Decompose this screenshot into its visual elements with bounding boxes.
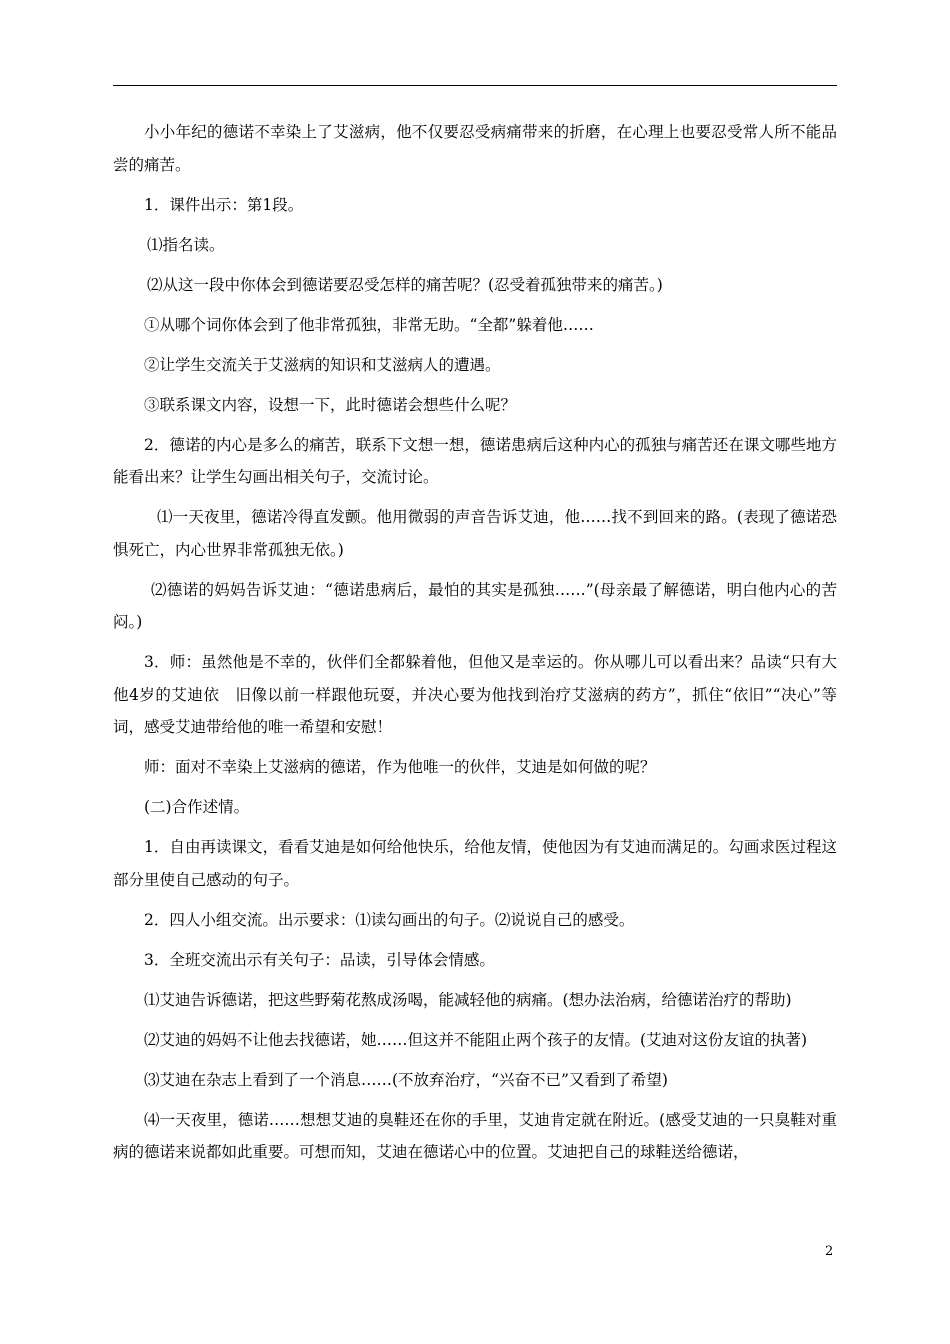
paragraph: ③联系课文内容，设想一下，此时德诺会想些什么呢？ <box>144 395 517 414</box>
paragraph: 2．四人小组交流。出示要求：⑴读勾画出的句子。⑵说说自己的感受。 <box>144 910 635 929</box>
paragraph: ⑴艾迪告诉德诺，把这些野菊花熬成汤喝，能减轻他的病痛。(想办法治病，给德诺治疗的帮助) <box>144 990 792 1009</box>
paragraph: ①从哪个词你体会到了他非常孤独，非常无助。“全都”躲着他…… <box>144 315 594 334</box>
paragraph: ⑶艾迪在杂志上看到了一个消息……(不放弃治疗，“兴奋不已”又看到了希望) <box>144 1070 668 1089</box>
paragraph: 3．师：虽然他是不幸的，伙伴们全都躲着他，但他又是幸运的。你从哪儿可以看出来？品读“只有大他4岁的艾迪依 旧像以前一样跟他玩耍，并决心要为他找到治疗艾滋病的药方”，抓住“依旧”“决心”等词，感受艾迪带给他的唯一希望和安慰！ <box>113 653 837 736</box>
paragraph: ⑷一天夜里，德诺……想想艾迪的臭鞋还在你的手里，艾迪肯定就在附近。(感受艾迪的一只臭鞋对重病的德诺来说都如此重要。可想而知，艾迪在德诺心中的位置。艾迪把自己的球鞋送给德诺， <box>113 1110 837 1161</box>
paragraph: 2．德诺的内心是多么的痛苦，联系下文想一想，德诺患病后这种内心的孤独与痛苦还在课文哪些地方能看出来？让学生勾画出相关句子，交流讨论。 <box>113 435 837 486</box>
document-body <box>113 116 837 1176</box>
paragraph: ⑵艾迪的妈妈不让他去找德诺，她……但这并不能阻止两个孩子的友情。(艾迪对这份友谊的执著) <box>144 1030 808 1049</box>
paragraph: 1．课件出示：第1段。 <box>144 195 304 214</box>
paragraph: 1．自由再读课文，看看艾迪是如何给他快乐，给他友情，使他因为有艾迪而满足的。勾画求医过程这部分里使自己感动的句子。 <box>113 838 837 889</box>
page-number: 2 <box>825 1244 834 1259</box>
header-rule <box>113 85 837 86</box>
paragraph: (二)合作述情。 <box>144 798 250 816</box>
paragraph: 3．全班交流出示有关句子：品读，引导体会情感。 <box>144 950 495 969</box>
paragraph: ②让学生交流关于艾滋病的知识和艾滋病人的遭遇。 <box>144 355 501 374</box>
paragraph: ⑵德诺的妈妈告诉艾迪：“德诺患病后，最怕的其实是孤独……”(母亲最了解德诺，明白他内心的苦闷。) <box>113 580 837 631</box>
paragraph: ⑴指名读。 <box>147 235 225 254</box>
paragraph: ⑴一天夜里，德诺冷得直发颤。他用微弱的声音告诉艾迪，他……找不到回来的路。(表现了德诺恐惧死亡，内心世界非常孤独无依。) <box>113 508 837 559</box>
paragraph: ⑵从这一段中你体会到德诺要忍受怎样的痛苦呢？(忍受着孤独带来的痛苦。) <box>147 275 663 294</box>
paragraph: 师：面对不幸染上艾滋病的德诺，作为他唯一的伙伴，艾迪是如何做的呢？ <box>144 758 656 776</box>
paragraph: 小小年纪的德诺不幸染上了艾滋病，他不仅要忍受病痛带来的折磨，在心理上也要忍受常人所不能品尝的痛苦。 <box>113 123 837 174</box>
